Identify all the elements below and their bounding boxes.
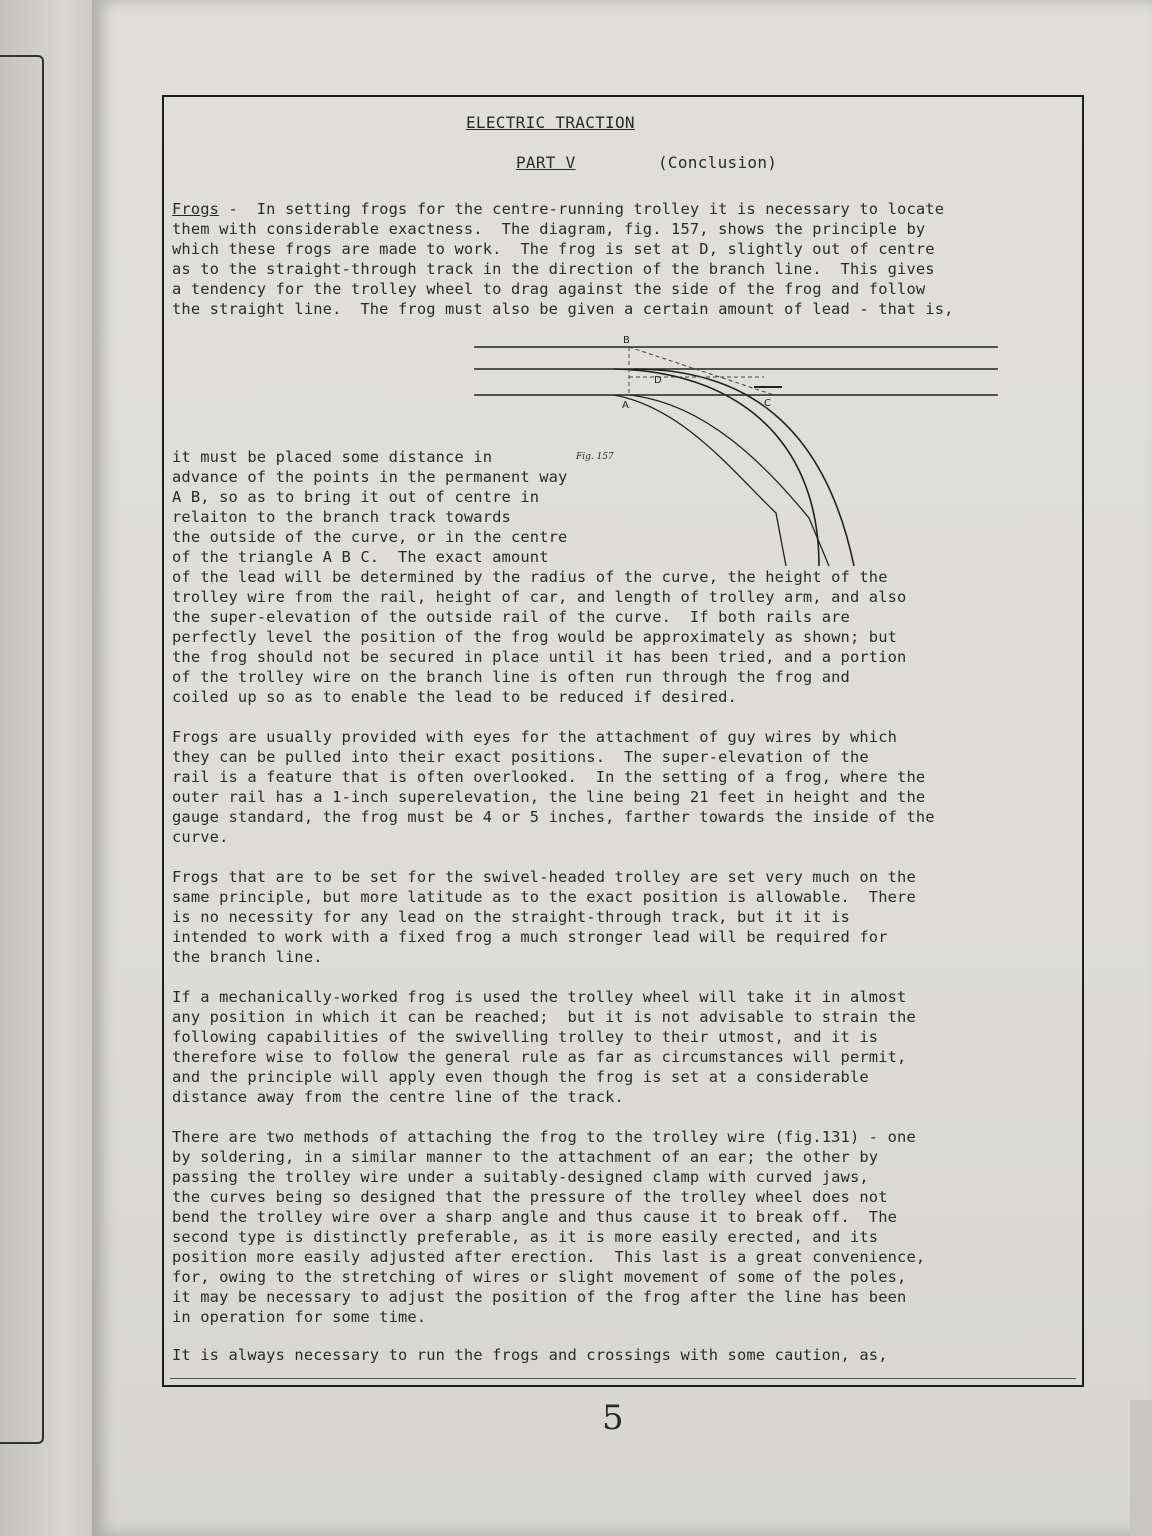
text-line: the branch line. bbox=[172, 948, 323, 966]
text-line: is no necessity for any lead on the straight-through track, but it it is bbox=[172, 908, 850, 926]
paragraph-caution bbox=[172, 1345, 888, 1365]
text-line: Frogs are usually provided with eyes for the attachment of guy wires by which bbox=[172, 728, 898, 746]
text-line: following capabilities of the swivelling trolley to their utmost, and it is bbox=[172, 1028, 879, 1046]
text-line: the frog should not be secured in place until it has been tried, and a portion bbox=[172, 648, 907, 666]
text-line: A B, so as to bring it out of centre in bbox=[172, 488, 540, 506]
text-line: it must be placed some distance in bbox=[172, 448, 493, 466]
adjacent-page-frame bbox=[0, 55, 44, 1444]
paragraph-wrap-beside-figure bbox=[172, 447, 567, 567]
text-line: It is always necessary to run the frogs and crossings with some caution, as, bbox=[172, 1346, 888, 1364]
text-line: position more easily adjusted after erection. This last is a great convenience, bbox=[172, 1248, 926, 1266]
text-frame bbox=[162, 95, 1084, 1387]
part-heading: PART V bbox=[516, 153, 576, 172]
text-line: curve. bbox=[172, 828, 229, 846]
text-line: passing the trolley wire under a suitably-designed clamp with curved jaws, bbox=[172, 1168, 869, 1186]
text-line: the super-elevation of the outside rail of the curve. If both rails are bbox=[172, 608, 850, 626]
text-line: the curves being so designed that the pressure of the trolley wheel does not bbox=[172, 1188, 888, 1206]
text-line: them with considerable exactness. The diagram, fig. 157, shows the principle by bbox=[172, 220, 926, 238]
text-line: distance away from the centre line of the track. bbox=[172, 1088, 624, 1106]
point-b-label: B bbox=[623, 335, 630, 346]
frogs-lead-word: Frogs bbox=[172, 200, 220, 218]
branch-wire-curve bbox=[629, 395, 829, 566]
text-line: therefore wise to follow the general rule as far as circumstances will permit, bbox=[172, 1048, 907, 1066]
page-number: 5 bbox=[602, 1398, 624, 1438]
text-line: the straight line. The frog must also be given a certain amount of lead - that is, bbox=[172, 300, 954, 318]
text-line: - In setting frogs for the centre-running trolley it is necessary to locate bbox=[219, 200, 945, 218]
text-line: relaiton to the branch track towards bbox=[172, 508, 511, 526]
point-c-label: C bbox=[764, 398, 771, 409]
text-line: intended to work with a fixed frog a much stronger lead will be required for bbox=[172, 928, 888, 946]
text-line: coiled up so as to enable the lead to be reduced if desired. bbox=[172, 688, 737, 706]
text-line: they can be pulled into their exact positions. The super-elevation of the bbox=[172, 748, 869, 766]
text-line: of the lead will be determined by the radius of the curve, the height of the bbox=[172, 568, 888, 586]
branch-curve-inner bbox=[614, 369, 819, 566]
text-line: a tendency for the trolley wheel to drag against the side of the frog and follow bbox=[172, 280, 926, 298]
text-line: second type is distinctly preferable, as it is more easily erected, and its bbox=[172, 1228, 879, 1246]
document-page bbox=[92, 0, 1152, 1536]
text-line: trolley wire from the rail, height of car, and length of trolley arm, and also bbox=[172, 588, 907, 606]
paragraph-mechanical-frog bbox=[172, 987, 916, 1107]
point-a-label: A bbox=[622, 400, 629, 411]
paragraph-frogs-intro bbox=[172, 199, 954, 319]
branch-curve-outer bbox=[634, 369, 854, 566]
text-line: There are two methods of attaching the frog to the trolley wire (fig.131) - one bbox=[172, 1128, 916, 1146]
text-line: advance of the points in the permanent way bbox=[172, 468, 568, 486]
text-line: by soldering, in a similar manner to the attachment of an ear; the other by bbox=[172, 1148, 879, 1166]
paragraph-swivel-trolley bbox=[172, 867, 916, 967]
document-title: ELECTRIC TRACTION bbox=[466, 113, 635, 132]
text-line: which these frogs are made to work. The frog is set at D, slightly out of centre bbox=[172, 240, 935, 258]
text-line: the outside of the curve, or in the centre bbox=[172, 528, 568, 546]
text-line: Frogs that are to be set for the swivel-headed trolley are set very much on the bbox=[172, 868, 916, 886]
text-line: If a mechanically-worked frog is used the trolley wheel will take it in almost bbox=[172, 988, 907, 1006]
paragraph-guy-wires bbox=[172, 727, 935, 847]
text-line: rail is a feature that is often overlooked. In the setting of a frog, where the bbox=[172, 768, 926, 786]
text-line: and the principle will apply even though the frog is set at a considerable bbox=[172, 1068, 869, 1086]
text-line: it may be necessary to adjust the position of the frog after the line has been bbox=[172, 1288, 907, 1306]
text-line: for, owing to the stretching of wires or slight movement of some of the poles, bbox=[172, 1268, 907, 1286]
text-line: same principle, but more latitude as to the exact position is allowable. There bbox=[172, 888, 916, 906]
text-line: of the trolley wire on the branch line is often run through the frog and bbox=[172, 668, 850, 686]
frame-bottom-rule bbox=[170, 1378, 1076, 1379]
paragraph-lead-continuation bbox=[172, 567, 906, 707]
point-d-label: D bbox=[654, 375, 662, 386]
text-line: bend the trolley wire over a sharp angle and thus cause it to break off. The bbox=[172, 1208, 898, 1226]
conclusion-label: (Conclusion) bbox=[658, 153, 778, 172]
figure-label: Fig. 157 bbox=[576, 452, 614, 462]
text-line: perfectly level the position of the frog would be approximately as shown; but bbox=[172, 628, 898, 646]
paragraph-attachment-methods bbox=[172, 1127, 925, 1327]
text-line: in operation for some time. bbox=[172, 1308, 427, 1326]
page-edge bbox=[1130, 1400, 1152, 1536]
guide-line-bc bbox=[629, 347, 774, 395]
text-line: outer rail has a 1-inch superelevation, the line being 21 feet in height and the bbox=[172, 788, 926, 806]
text-line: of the triangle A B C. The exact amount bbox=[172, 548, 549, 566]
text-line: any position in which it can be reached; but it is not advisable to strain the bbox=[172, 1008, 916, 1026]
text-line: gauge standard, the frog must be 4 or 5 inches, farther towards the inside of the bbox=[172, 808, 935, 826]
text-line: as to the straight-through track in the direction of the branch line. This gives bbox=[172, 260, 935, 278]
branch-rail-curve bbox=[614, 395, 786, 566]
adjacent-page bbox=[0, 0, 92, 1536]
